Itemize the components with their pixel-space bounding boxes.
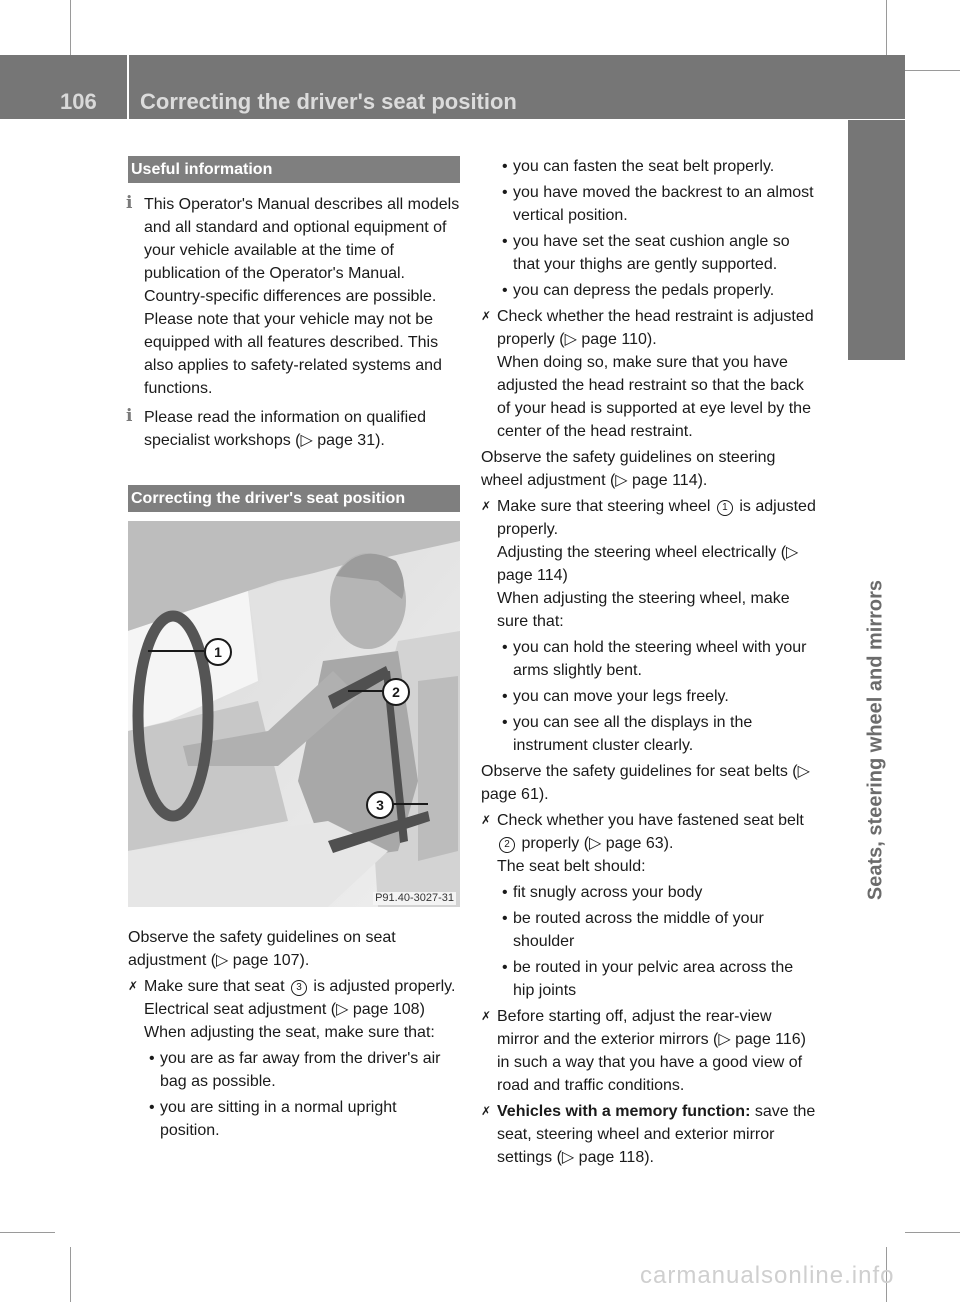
arrow-icon: ✗ (481, 1009, 492, 1023)
list-item: • you are sitting in a normal upright position. (149, 1099, 397, 1139)
arrow-icon: ✗ (481, 309, 492, 323)
step-mirrors: ✗ Before starting off, adjust the rear-view mirror and the exterior mirrors (▷ page 116) in such a way that you have a good view of road and traffic conditions. (481, 1005, 816, 1097)
electrical-seat-text: Electrical seat adjustment (▷ page 108) (144, 1001, 425, 1018)
list-item: • you can move your legs freely. (502, 688, 729, 705)
belt-should-text: The seat belt should: (497, 858, 646, 875)
step-seat-belt: ✗ Check whether you have fastened seat belt 2 properly (▷ page 63). (481, 809, 816, 855)
when-adjust-seat-text: When adjusting the seat, make sure that: (144, 1024, 435, 1041)
crop-mark (886, 0, 887, 55)
callout-ref: 2 (499, 837, 515, 853)
seat-position-illustration (128, 521, 460, 907)
callout-2: 2 (382, 678, 410, 706)
wheel-electric-text: Adjusting the steering wheel electrically (▷ page 114) (497, 544, 799, 584)
info-note: i Please read the information on qualified specialist workshops (▷ page 31). (126, 406, 426, 449)
right-column (481, 155, 816, 1169)
head-restraint-detail: When doing so, make sure that you have adjusted the head restraint so that the back of your head is supported at eye level by the center of the head restraint. (497, 354, 811, 440)
list-item: • you can hold the steering wheel with your arms slightly bent. (502, 639, 807, 679)
header-separator (127, 55, 129, 119)
info-icon: i (126, 193, 133, 213)
arrow-icon: ✗ (481, 499, 492, 513)
crop-mark (70, 0, 71, 55)
step-steering-wheel: ✗ Make sure that steering wheel 1 is adjusted properly. (481, 495, 816, 541)
chapter-tab (848, 120, 905, 360)
observe-belts-text: Observe the safety guidelines for seat belts (▷ page 61). (481, 763, 810, 803)
list-item: • be routed in your pelvic area across the hip joints (502, 959, 794, 999)
figure-code: P91.40-3027-31 (375, 892, 454, 904)
arrow-icon: ✗ (128, 979, 139, 993)
page-number: 106 (60, 89, 97, 114)
crop-mark (905, 1232, 960, 1233)
crop-mark (0, 1232, 55, 1233)
crop-mark (70, 1247, 71, 1302)
step-head-restraint: ✗ Check whether the head restraint is adjusted properly (▷ page 110). (481, 305, 816, 351)
list-item: • be routed across the middle of your shoulder (502, 910, 764, 950)
list-item: • you have set the seat cushion angle so that your thighs are gently supported. (502, 233, 790, 273)
arrow-icon: ✗ (481, 813, 492, 827)
step-memory: ✗ Vehicles with a memory function: save the seat, steering wheel and exterior mirror settings (▷ page 118). (481, 1100, 816, 1169)
observe-seat-text: Observe the safety guidelines on seat adjustment (▷ page 107). (128, 929, 396, 969)
list-item: • you can see all the displays in the instrument cluster clearly. (502, 714, 753, 754)
left-column (128, 156, 460, 1142)
callout-ref: 1 (717, 500, 733, 516)
useful-info-heading: Useful information (128, 156, 460, 183)
callout-3: 3 (366, 791, 394, 819)
page-title: Correcting the driver's seat position (140, 89, 517, 114)
watermark: carmanualsonline.info (640, 1262, 895, 1289)
driver-illustration (128, 521, 460, 907)
section-heading: Correcting the driver's seat position (128, 485, 460, 512)
list-item: • you can depress the pedals properly. (502, 282, 775, 299)
callout-1: 1 (204, 638, 232, 666)
wheel-when-text: When adjusting the steering wheel, make sure that: (497, 590, 790, 630)
list-item: • fit snugly across your body (502, 884, 703, 901)
crop-mark (905, 70, 960, 71)
callout-ref: 3 (291, 980, 307, 996)
list-item: • you have moved the backrest to an almost vertical position. (502, 184, 814, 224)
list-item: • you are as far away from the driver's air bag as possible. (149, 1050, 441, 1090)
arrow-icon: ✗ (481, 1104, 492, 1118)
list-item: • you can fasten the seat belt properly. (502, 158, 775, 175)
observe-steering-text: Observe the safety guidelines on steering wheel adjustment (▷ page 114). (481, 449, 776, 489)
step-seat: ✗ Make sure that seat 3 is adjusted properly. (128, 975, 460, 998)
info-note: i This Operator's Manual describes all models and all standard and optional equipment of your vehicle available at the time of publication of the Operator's Manual. Country-specific differences are possible. Please note that your vehicle may not be equipped with all features described. This also applies to safety-related systems and functions. (126, 193, 460, 397)
info-icon: i (126, 406, 133, 426)
